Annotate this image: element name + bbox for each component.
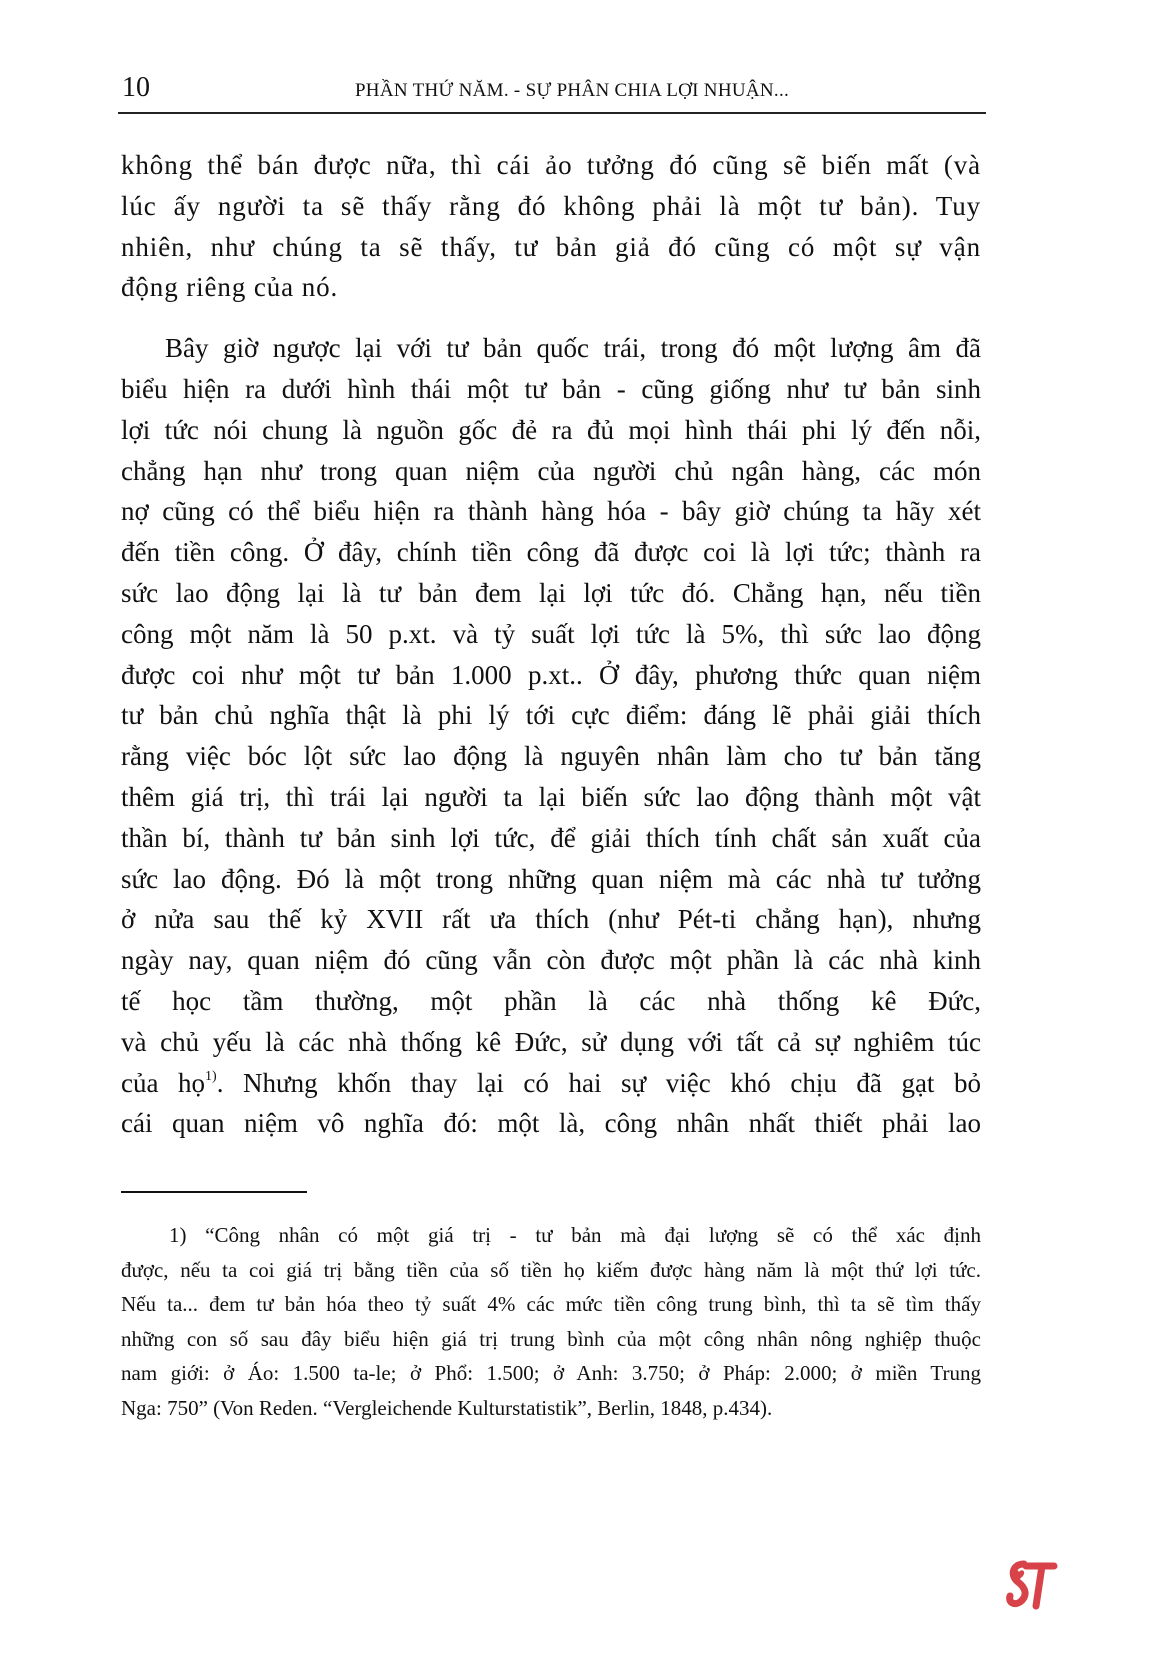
- footnote-line: Nếu ta... đem tư bản hóa theo tỷ suất 4% các mức tiền công trung bình, thì ta sẽ tìm thấy: [121, 1292, 981, 1316]
- text-line: được coi như một tư bản 1.000 p.xt.. Ở đây, phương thức quan niệm: [121, 659, 981, 690]
- header-rule: [118, 112, 986, 114]
- text-line: biểu hiện ra dưới hình thái một tư bản - cũng giống như tư bản sinh: [121, 373, 981, 404]
- page-number: 10: [122, 72, 150, 103]
- text-line: Bây giờ ngược lại với tư bản quốc trái, trong đó một lượng âm đã: [165, 333, 981, 364]
- running-title: PHẦN THỨ NĂM. - SỰ PHÂN CHIA LỢI NHUẬN...: [354, 80, 790, 101]
- footnote-line: những con số sau đây biểu hiện giá trị trung bình của một công nhân nông nghiệp thuộc: [121, 1326, 981, 1351]
- text-line: không thể bán được nữa, thì cái ảo tưởng đó cũng sẽ biến mất (và: [121, 150, 981, 180]
- footnote-line: Nga: 750” (Von Reden. “Vergleichende Kulturstatistik”, Berlin, 1848, p.434).: [121, 1395, 773, 1420]
- text-line: chẳng hạn như trong quan niệm của người chủ ngân hàng, các món: [121, 455, 981, 486]
- footnote-line: nam giới: ở Áo: 1.500 ta-le; ở Phổ: 1.500; ở Anh: 3.750; ở Pháp: 2.000; ở miền Trung: [121, 1361, 981, 1385]
- text-line: động riêng của nó.: [121, 272, 339, 303]
- text-line: công một năm là 50 p.xt. và tỷ suất lợi tức là 5%, thì sức lao động: [121, 618, 981, 649]
- text-fragment: của họ: [121, 1067, 206, 1098]
- footnote-separator: [121, 1191, 307, 1193]
- text-line: ngày nay, quan niệm đó cũng vẫn còn được một phần là các nhà kinh: [121, 945, 981, 976]
- text-line: thần bí, thành tư bản sinh lợi tức, để giải thích tính chất sản xuất của: [121, 822, 981, 853]
- text-line: lợi tức nói chung là nguồn gốc đẻ ra đủ mọi hình thái phi lý đến nỗi,: [121, 414, 981, 445]
- page-header: [118, 70, 986, 110]
- text-line: cái quan niệm vô nghĩa đó: một là, công nhân nhất thiết phải lao: [121, 1108, 981, 1139]
- footnote-reference[interactable]: 1): [205, 1068, 217, 1084]
- st-logo-icon: [1002, 1556, 1058, 1612]
- text-line: và chủ yếu là các nhà thống kê Đức, sử dụng với tất cả sự nghiêm túc: [121, 1026, 981, 1057]
- paragraph: [121, 145, 981, 308]
- text-line: ở nửa sau thế kỷ XVII rất ưa thích (như Pét-ti chẳng hạn), nhưng: [121, 904, 981, 935]
- text-line: sức lao động. Đó là một trong những quan niệm mà các nhà tư tưởng: [121, 863, 981, 894]
- footnote-line: được, nếu ta coi giá trị bằng tiền của số tiền họ kiếm được hàng năm là một thứ lợi tức.: [121, 1257, 981, 1282]
- text-line: lúc ấy người ta sẽ thấy rằng đó không phải là một tư bản). Tuy: [121, 190, 981, 221]
- text-line: rằng việc bóc lột sức lao động là nguyên nhân làm cho tư bản tăng: [121, 741, 981, 772]
- text-line: đến tiền công. Ở đây, chính tiền công đã được coi là lợi tức; thành ra: [121, 537, 981, 568]
- text-line: tư bản chủ nghĩa thật là phi lý tới cực điểm: đáng lẽ phải giải thích: [121, 700, 981, 731]
- text-line-with-footnote-ref: [121, 1063, 981, 1104]
- text-line: sức lao động lại là tư bản đem lại lợi tức đó. Chẳng hạn, nếu tiền: [121, 577, 981, 608]
- text-line: tế học tầm thường, một phần là các nhà thống kê Đức,: [121, 985, 981, 1016]
- text-line: thêm giá trị, thì trái lại người ta lại biến sức lao động thành một vật: [121, 781, 981, 812]
- text-line: nợ cũng có thể biểu hiện ra thành hàng hóa - bây giờ chúng ta hãy xét: [121, 496, 981, 527]
- text-fragment: . Nhưng khốn thay lại có hai sự việc khó chịu đã gạt bỏ: [216, 1067, 982, 1098]
- body-text: [121, 145, 981, 1144]
- paragraph: [121, 328, 981, 1144]
- footnote-line: 1) “Công nhân có một giá trị - tư bản mà đại lượng sẽ có thể xác định: [169, 1223, 981, 1247]
- footnote: [121, 1218, 981, 1425]
- text-line: nhiên, như chúng ta sẽ thấy, tư bản giả đó cũng có một sự vận: [121, 231, 981, 262]
